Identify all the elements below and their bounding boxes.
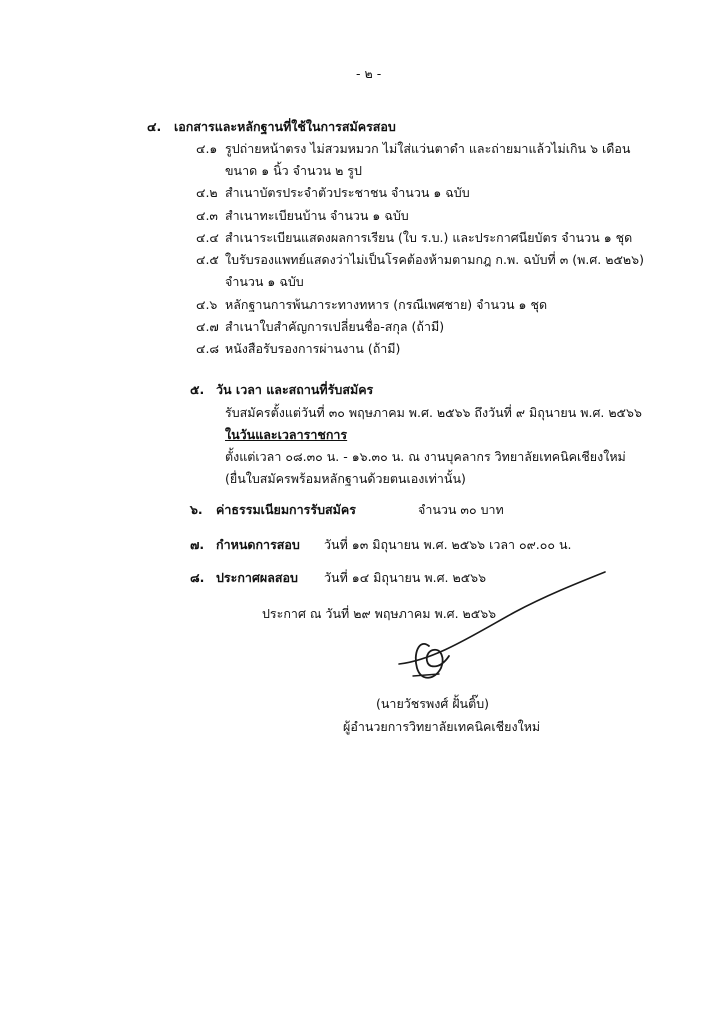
item-text: ใบรับรองแพทย์แสดงว่าไม่เป็นโรคต้องห้ามตามกฎ ก.พ. ฉบับที่ ๓ (พ.ศ. ๒๕๒๖) — [225, 252, 644, 267]
item-number: ๔.๖ — [196, 297, 218, 312]
section6-title: ค่าธรรมเนียมการรับสมัคร — [216, 502, 356, 517]
section7-number: ๗. — [190, 537, 205, 552]
section5-number: ๕. — [190, 382, 205, 397]
section8-title: ประกาศผลสอบ — [216, 570, 298, 585]
announcement-date: ประกาศ ณ วันที่ ๒๙ พฤษภาคม พ.ศ. ๒๕๖๖ — [262, 606, 497, 621]
item-number: ๔.๕ — [196, 252, 219, 267]
item-text: รูปถ่ายหน้าตรง ไม่สวมหมวก ไม่ใส่แว่นตาดำ และถ่ายมาแล้วไม่เกิน ๖ เดือน — [225, 141, 631, 156]
item-text: สำเนาบัตรประจำตัวประชาชน จำนวน ๑ ฉบับ — [225, 185, 470, 200]
section8-value: วันที่ ๑๔ มิถุนายน พ.ศ. ๒๕๖๖ — [324, 570, 487, 585]
item-number: ๔.๘ — [196, 341, 220, 356]
item-number: ๔.๗ — [196, 319, 219, 334]
section6-number: ๖. — [190, 502, 203, 517]
item-text-continued: จำนวน ๑ ฉบับ — [225, 274, 304, 289]
signature-image — [395, 568, 615, 688]
item-number: ๔.๓ — [196, 208, 218, 223]
section5-line2: ตั้งแต่เวลา ๐๘.๓๐ น. - ๑๖.๓๐ น. ณ งานบุคลากร วิทยาลัยเทคนิคเชียงใหม่ — [225, 449, 626, 464]
item-text: สำเนาใบสำคัญการเปลี่ยนชื่อ-สกุล (ถ้ามี) — [225, 319, 445, 334]
section6-value: จำนวน ๓๐ บาท — [418, 502, 504, 517]
signer-name: (นายวัชรพงศ์ ฝั้นติ๊บ) — [376, 696, 490, 711]
section5-line3: (ยื่นใบสมัครพร้อมหลักฐานด้วยตนเองเท่านั้น) — [225, 471, 466, 486]
section7-title: กำหนดการสอบ — [216, 537, 300, 552]
item-number: ๔.๑ — [196, 141, 218, 156]
section4-title: เอกสารและหลักฐานที่ใช้ในการสมัครสอบ — [174, 119, 396, 134]
section5-title: วัน เวลา และสถานที่รับสมัคร — [216, 382, 374, 397]
item-number: ๔.๒ — [196, 185, 218, 200]
item-number: ๔.๔ — [196, 230, 219, 245]
section4-number: ๔. — [147, 119, 162, 134]
section7-value: วันที่ ๑๓ มิถุนายน พ.ศ. ๒๕๖๖ เวลา ๐๙.๐๐ น. — [324, 537, 572, 552]
item-text: สำเนาระเบียนแสดงผลการเรียน (ใบ ร.บ.) และประกาศนียบัตร จำนวน ๑ ชุด — [225, 230, 633, 245]
section8-number: ๘. — [190, 570, 205, 585]
item-text-continued: ขนาด ๑ นิ้ว จำนวน ๒ รูป — [225, 163, 362, 178]
item-text: หลักฐานการพ้นภาระทางทหาร (กรณีเพศชาย) จำนวน ๑ ชุด — [225, 297, 548, 312]
section5-subhead: ในวันและเวลาราชการ — [225, 427, 348, 442]
page-number: - ๒ - — [356, 66, 382, 81]
item-text: สำเนาทะเบียนบ้าน จำนวน ๑ ฉบับ — [225, 208, 409, 223]
section5-line1: รับสมัครตั้งแต่วันที่ ๓๐ พฤษภาคม พ.ศ. ๒๕๖๖ ถึงวันที่ ๙ มิถุนายน พ.ศ. ๒๕๖๖ — [225, 405, 642, 420]
item-text: หนังสือรับรองการผ่านงาน (ถ้ามี) — [225, 341, 401, 356]
signer-position: ผู้อำนวยการวิทยาลัยเทคนิคเชียงใหม่ — [343, 719, 541, 734]
